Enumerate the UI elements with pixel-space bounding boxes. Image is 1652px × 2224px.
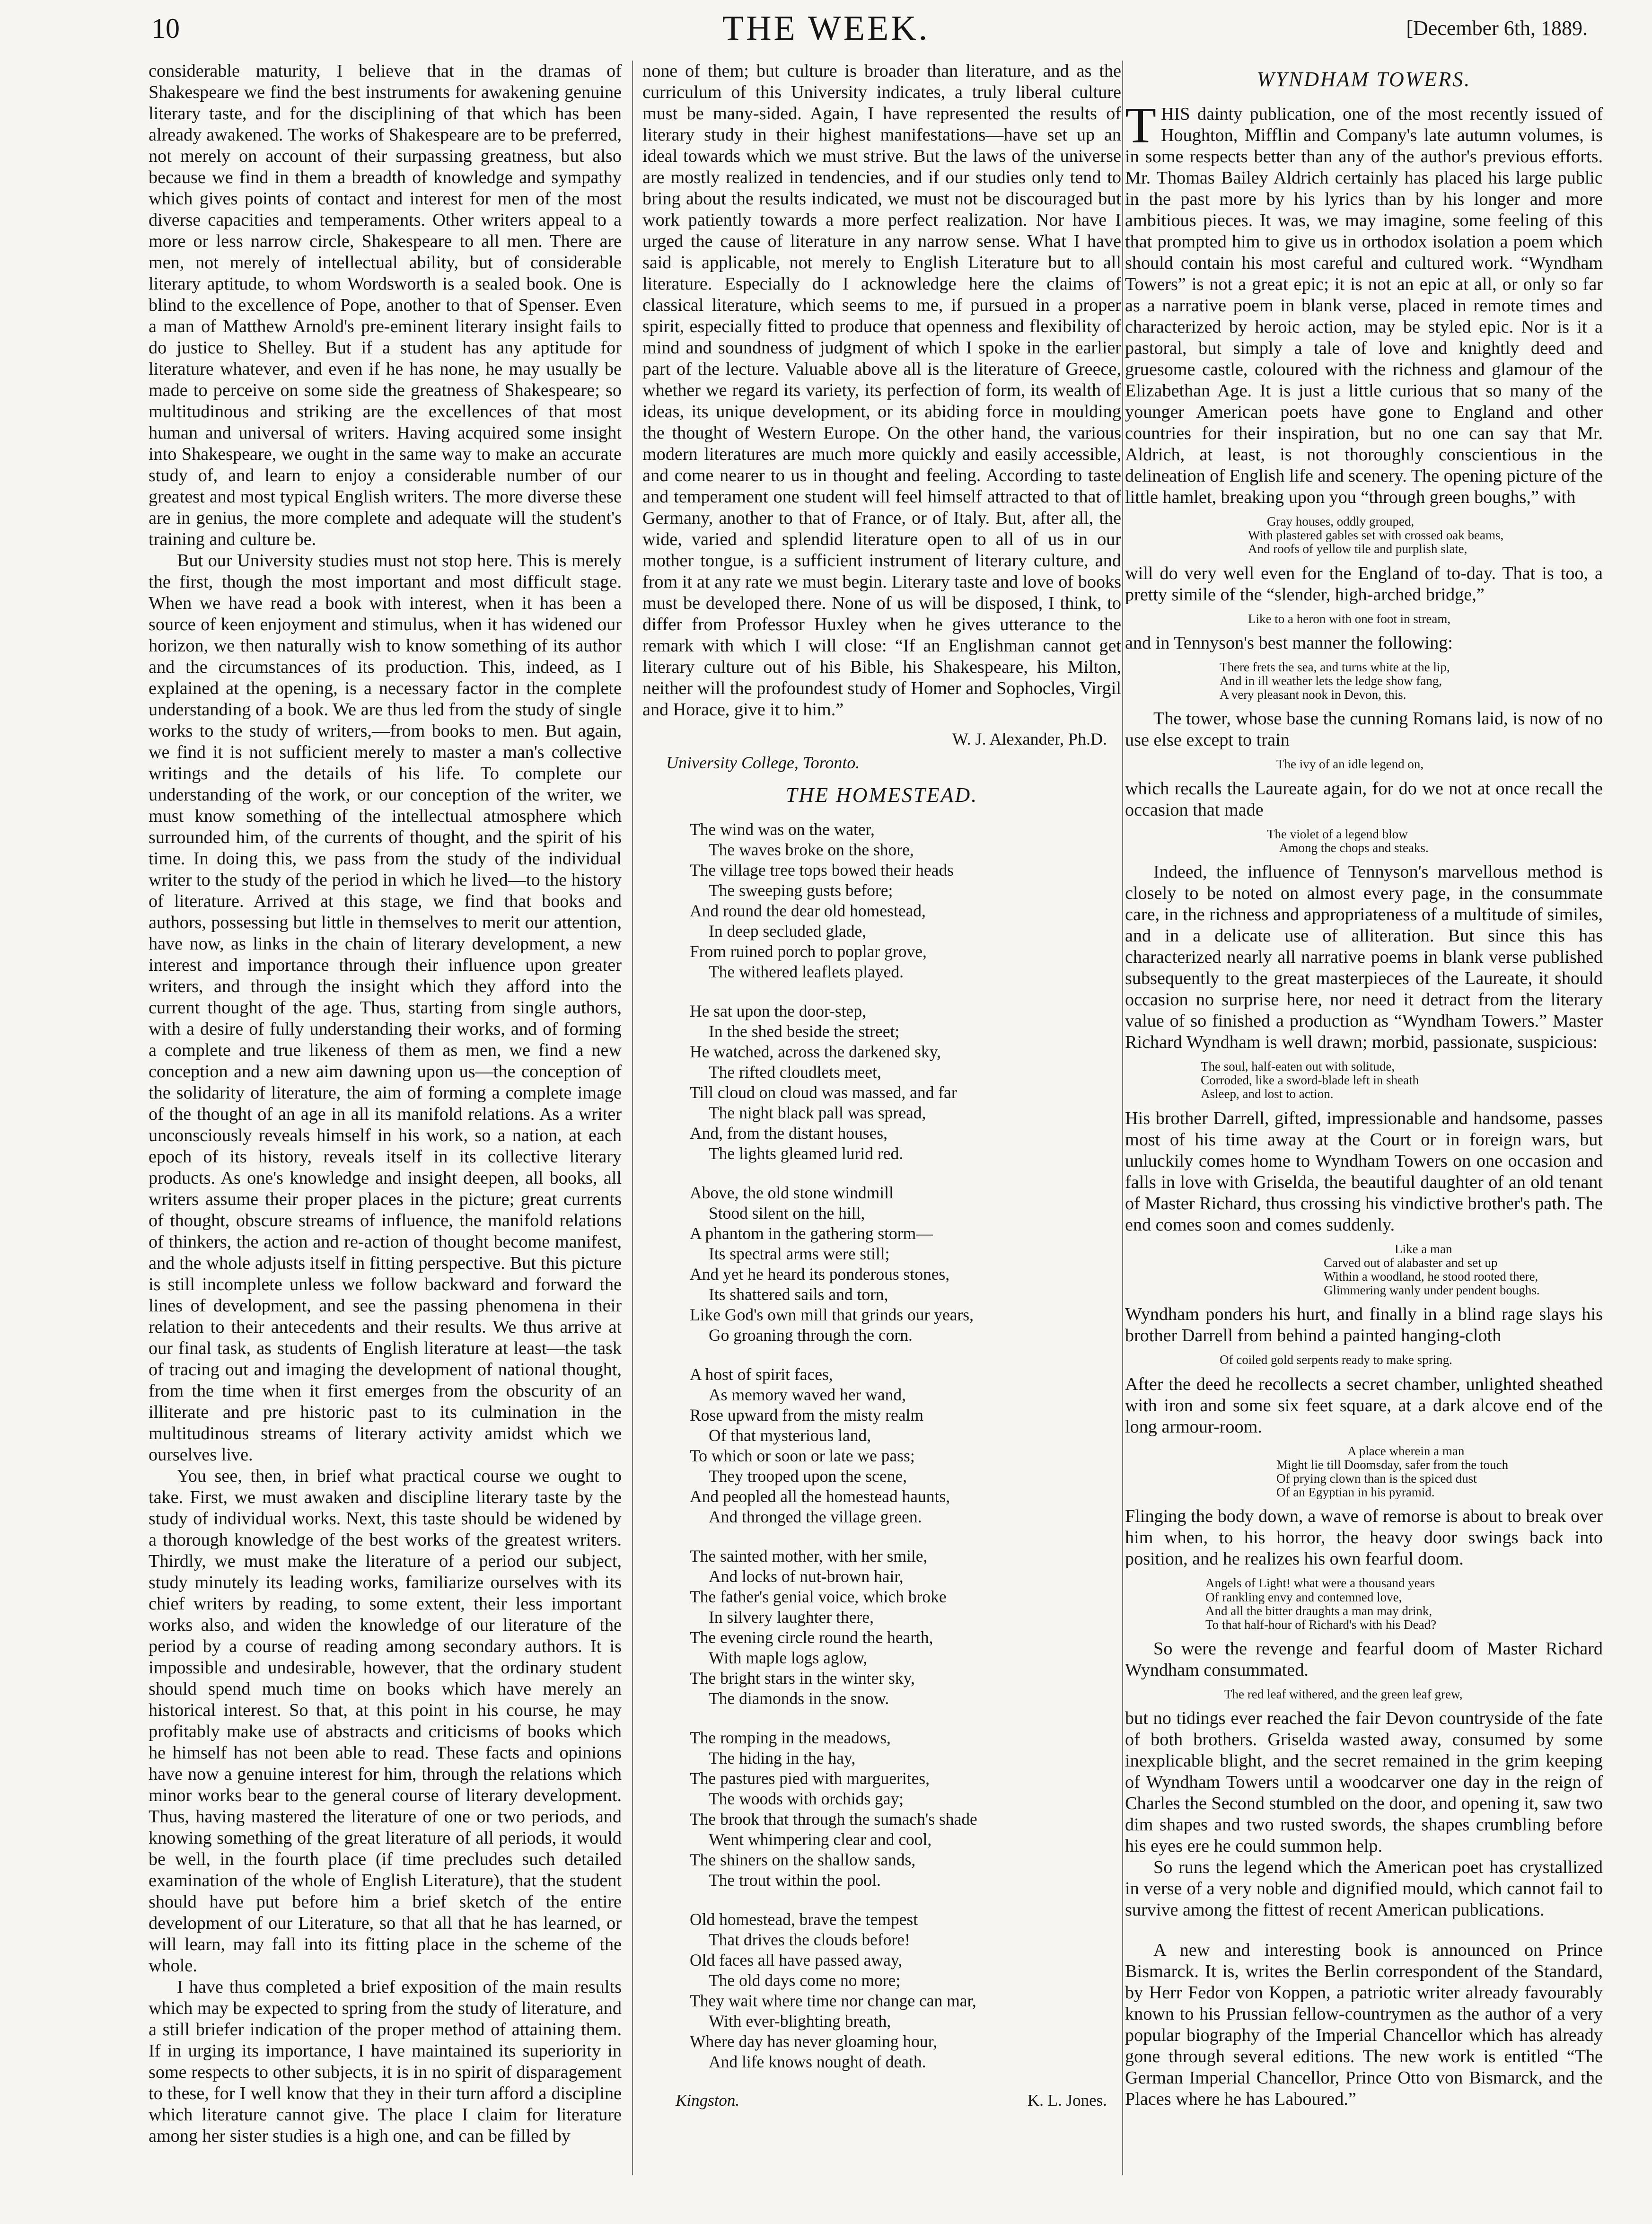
masthead-title: THE WEEK. bbox=[722, 9, 930, 48]
poem-line: With ever-blighting breath, bbox=[709, 2012, 891, 2031]
poem-line: The sweeping gusts before; bbox=[709, 881, 893, 900]
poem-line: He sat upon the door-step, bbox=[690, 1002, 866, 1020]
verse-quote bbox=[1125, 660, 1603, 702]
paragraph: I have thus completed a brief exposition of the main results which may be expected to spring from the study of literature, and a still briefer indication of the proper method of attaining them. If in urging its importance, I have maintained its superiority in some respects to other subjects, it is in no spirit of disparagement to these, for I well know that they in their turn afford a discipline which literature cannot give. The place I claim for literature among her sister studies is a high one, and can be filled by bbox=[149, 1977, 622, 2146]
poem-line: The sainted mother, with her smile, bbox=[690, 1547, 928, 1565]
poem-stanza bbox=[690, 819, 1121, 982]
poem-stanza bbox=[690, 1909, 1121, 2072]
verse-quote bbox=[1125, 1688, 1603, 1701]
poem-line: The village tree tops bowed their heads bbox=[690, 861, 954, 879]
poem-line: The father's genial voice, which broke bbox=[690, 1587, 947, 1606]
poem-line: To which or soon or late we pass; bbox=[690, 1446, 915, 1465]
quote-line: Within a woodland, he stood rooted there, bbox=[1324, 1269, 1538, 1284]
quote-line: Asleep, and lost to action. bbox=[1201, 1087, 1334, 1101]
poem-line: The rifted cloudlets meet, bbox=[709, 1063, 881, 1081]
poem-line: Its shattered sails and torn, bbox=[709, 1285, 888, 1304]
poem-stanza bbox=[690, 1546, 1121, 1709]
poem-line: The withered leaflets played. bbox=[709, 962, 904, 981]
poem-line: And peopled all the homestead haunts, bbox=[690, 1487, 950, 1506]
poem-place: Kingston. bbox=[676, 2091, 740, 2110]
column-3 bbox=[1125, 61, 1603, 2199]
quote-line: Might lie till Doomsday, safer from the touch bbox=[1276, 1457, 1509, 1472]
paragraph: So runs the legend which the American poet has crystallized in verse of a very noble and dignified mould, which cannot fail to survive among the fittest of recent American publications. bbox=[1125, 1857, 1603, 1920]
poem-line: A phantom in the gathering storm— bbox=[690, 1224, 933, 1243]
poem-title: THE HOMESTEAD. bbox=[785, 783, 978, 807]
poem-line: With maple logs aglow, bbox=[709, 1648, 868, 1667]
poem-line: The diamonds in the snow. bbox=[709, 1689, 889, 1708]
verse-quote bbox=[1125, 1576, 1603, 1632]
poem-line: They wait where time nor change can mar, bbox=[690, 1991, 976, 2010]
quote-line: To that half-hour of Richard's with his Dead? bbox=[1205, 1617, 1437, 1632]
quote-line: There frets the sea, and turns white at the lip, bbox=[1220, 659, 1450, 674]
paragraph: Indeed, the influence of Tennyson's marvellous method is closely to be noted on almost every page, in the consummate care, in the richness and appropriateness of a multitude of similes, and in a delicate use of alliteration. But since this has characterized nearly all narrative poems in blank verse published subsequently to the great masterpieces of the Laureate, it should occasion no surprise here, nor need it detract from the literary value of so finished a production as “Wyndham Towers.” Master Richard Wyndham is well drawn; morbid, passionate, suspicious: bbox=[1125, 862, 1603, 1053]
quote-line: A place wherein a man bbox=[1347, 1443, 1465, 1458]
paragraph-text: HIS dainty publication, one of the most recently issued of Houghton, Mifflin and Company's late autumn volumes, is in some respects better than any of the author's previous efforts. Mr. Thomas Bailey Aldrich certainly has placed his large public in the past more by his lyrics than by his longer and more ambitious pieces. It was, we may imagine, some feeling of this that prompted him to give us in orthodox isolation a poem which should contain his most careful and cultured work. “Wyndham Towers” is not a great epic; it is not an epic at all, or only so far as a narrative poem in blank verse, placed in remote times and characterized by heroic action, may be styled epic. Nor is it a pastoral, but simply a tale of love and knightly deed and gruesome castle, coloured with the richness and glamour of the Elizabethan Age. It is just a little curious that so many of the younger American poets have gone to England and other countries for their inspiration, but no one can say that Mr. Aldrich, at least, is not thoroughly conscientious in the delineation of English life and scenery. The opening picture of the little hamlet, breaking upon you “through green boughs,” with bbox=[1125, 104, 1603, 507]
poem-stanza bbox=[690, 1001, 1121, 1164]
poem-line: As memory waved her wand, bbox=[709, 1385, 906, 1404]
poem-line: From ruined porch to poplar grove, bbox=[690, 942, 927, 961]
poem-line: They trooped upon the scene, bbox=[709, 1467, 907, 1486]
column-1 bbox=[149, 61, 622, 2199]
quote-line: Gray houses, oddly grouped, bbox=[1267, 514, 1415, 528]
poem-line: Stood silent on the hill, bbox=[709, 1204, 865, 1222]
poem-line: The romping in the meadows, bbox=[690, 1728, 891, 1747]
paragraph: Wyndham ponders his hurt, and finally in a blind rage slays his brother Darrell from behind a painted hanging-cloth bbox=[1125, 1304, 1603, 1346]
poem-line: In silvery laughter there, bbox=[709, 1608, 874, 1626]
quote-line: And all the bitter draughts a man may drink, bbox=[1205, 1603, 1432, 1618]
poem-line: A host of spirit faces, bbox=[690, 1365, 833, 1384]
poem-line: In the shed beside the street; bbox=[709, 1022, 900, 1041]
paragraph: and in Tennyson's best manner the following: bbox=[1125, 633, 1453, 653]
review-title: WYNDHAM TOWERS. bbox=[1257, 68, 1471, 91]
column-divider bbox=[1122, 61, 1123, 2175]
poem-line: Its spectral arms were still; bbox=[709, 1244, 890, 1263]
poem-line: And, from the distant houses, bbox=[690, 1124, 888, 1143]
quote-line: Glimmering wanly under pendent boughs. bbox=[1324, 1283, 1540, 1298]
poem-line: The evening circle round the hearth, bbox=[690, 1628, 933, 1647]
poem-line: The wind was on the water, bbox=[690, 820, 875, 839]
paragraph: Flinging the body down, a wave of remorse is about to break over him when, to his horror, the heavy door swings back into position, and he realizes his own fearful doom. bbox=[1125, 1506, 1603, 1569]
verse-quote bbox=[1125, 1060, 1603, 1101]
drop-cap: T bbox=[1125, 97, 1156, 154]
paragraph bbox=[1125, 97, 1603, 508]
poem-line: Go groaning through the corn. bbox=[709, 1326, 913, 1345]
poem-line: The shiners on the shallow sands, bbox=[690, 1850, 916, 1869]
poem-line: And life knows nought of death. bbox=[709, 2052, 926, 2071]
poem-line: The night black pall was spread, bbox=[709, 1103, 926, 1122]
quote-line: The red leaf withered, and the green leaf grew, bbox=[1224, 1687, 1463, 1702]
poem-line: The old days come no more; bbox=[709, 1971, 901, 1990]
poem-stanza bbox=[690, 1364, 1121, 1527]
poem-line: The pastures pied with marguerites, bbox=[690, 1769, 930, 1788]
verse-quote bbox=[1125, 515, 1603, 556]
issue-date: [December 6th, 1889. bbox=[1406, 17, 1588, 40]
poem-stanza bbox=[690, 1183, 1121, 1345]
quote-line: Corroded, like a sword-blade left in sheath bbox=[1201, 1073, 1419, 1088]
poem-line: Went whimpering clear and cool, bbox=[709, 1830, 932, 1849]
paragraph: His brother Darrell, gifted, impressionable and handsome, passes most of his time away at the Court or in foreign wars, but unluckily comes home to Wyndham Towers on one occasion and falls in love with Griselda, the beautiful daughter of an old tenant of Master Richard, thus crossing his vindictive brother's path. The end comes soon and comes suddenly. bbox=[1125, 1108, 1603, 1235]
poem-line: The waves broke on the shore, bbox=[709, 840, 914, 859]
poem-line: The bright stars in the winter sky, bbox=[690, 1669, 915, 1688]
poem-line: And round the dear old homestead, bbox=[690, 901, 926, 920]
poem-line: That drives the clouds before! bbox=[709, 1930, 910, 1949]
page-number: 10 bbox=[151, 13, 180, 44]
quote-line: A very pleasant nook in Devon, this. bbox=[1220, 687, 1406, 702]
poem-line: And thronged the village green. bbox=[709, 1507, 922, 1526]
poem-line: And locks of nut-brown hair, bbox=[709, 1567, 904, 1586]
paragraph: But our University studies must not stop here. This is merely the first, though the most important and most difficult stage. When we have read a book with interest, when it has been a source of keen enjoyment and stimulus, when it has widened our horizon, we then naturally wish to know something of its author and the circumstances of its production. This, indeed, as I explained at the opening, is a necessary factor in the complete understanding of a book. We are thus led from the study of single works to the study of writers,—from books to men. But again, we find it is not sufficient merely to master a man's collective writings and the details of his life. To complete our understanding of the work, or our conception of the writer, we must know something of the intellectual atmosphere which surrounded him, of the currents of thought, and the spirit of his time. In doing this, we pass from the study of the individual writer to the study of the period in which he lived—to the history of literature. Arrived at this stage, we find that books and authors, possessing but little in themselves to merit our attention, have now, as links in the chain of literary development, a new interest and importance through their influence upon greater writers, and through the insight which they afford into the current thought of the age. Thus, starting from single authors, with a desire of fully understanding their works, and of forming a complete and true likeness of them as men, we find a new conception and a new aim dawning upon us—the conception of the solidarity of literature, the aim of forming a complete image of the thought of an age in all its manifold relations. As a writer unconsciously reveals himself in his work, so a nation, at each epoch of its history, reveals itself in its collective literary products. As one's knowledge and insight deepen, all books, all writers assume their proper places in the picture; great currents of thought, obscure streams of influence, the manifold relations of thinkers, the action and re-action of thought become manifest, and the whole adjusts itself in fitting perspective. But this picture is still incomplete unless we follow backward and forward the lines of development, and see the passing phenomena in their relation to their antecedents and their results. We thus arrive at our final task, as students of English literature at least—the task of tracing out and imaging the development of national thought, from the time when it first emerges from the obscurity of an illiterate and pre historic past to its culmination in the multitudinous streams of literary activity amidst which we ourselves live. bbox=[149, 551, 622, 1465]
verse-quote bbox=[1125, 1444, 1603, 1500]
quote-line: And in ill weather lets the ledge show fang, bbox=[1220, 674, 1442, 688]
verse-quote bbox=[1125, 1353, 1603, 1367]
poem-line: Where day has never gloaming hour, bbox=[690, 2032, 938, 2051]
poem-stanza bbox=[690, 1728, 1121, 1890]
quote-line: Of prying clown than is the spiced dust bbox=[1276, 1471, 1477, 1486]
poem-line: Old homestead, brave the tempest bbox=[690, 1910, 918, 1929]
verse-quote bbox=[1125, 1242, 1603, 1298]
verse-quote bbox=[1125, 827, 1603, 855]
paragraph: none of them; but culture is broader than literature, and as the curriculum of this University indicates, a truly liberal culture must be many-sided. Again, I have represented the results of literary study in their highest manifestations—have set up an ideal towards which we must strive. But the laws of the universe are mostly realized in tendencies, and if our studies only tend to bring about the results indicated, we must not be discouraged but work patiently towards a more perfect realization. Nor have I urged the cause of literature in any narrow sense. What I have said is applicable, not merely to English Literature but to all literature. Especially do I acknowledge here the claims of classical literature, which seems to me, if pursued in a proper spirit, especially fitted to produce that openness and flexibility of mind and soundness of judgment of which I spoke in the earlier part of the lecture. Valuable above all is the literature of Greece, whether we regard its variety, its perfection of form, its wealth of ideas, its unique development, or its abiding force in moulding the thought of Western Europe. On the other hand, the various modern literatures are much more quickly and easily accessible, and come nearer to us in thought and feeling. According to taste and temperament one student will feel himself attracted to that of Germany, another to that of France, or of Italy. But, after all, the wide, varied and splendid literature open to all of us in our mother tongue, is a sufficient instrument of literary culture, and from it at any rate we must begin. Literary taste and love of books must be developed there. None of us will be disposed, I think, to differ from Professor Huxley when he gives utterance to the remark with which I will close: “If an Englishman cannot get literary culture out of his Bible, his Shakespeare, his Milton, neither will the profoundest study of Homer and Sophocles, Virgil and Horace, give it to him.” bbox=[642, 61, 1121, 720]
quote-line: And roofs of yellow tile and purplish slate, bbox=[1248, 542, 1467, 556]
poem-line: He watched, across the darkened sky, bbox=[690, 1042, 941, 1061]
verse-quote bbox=[1125, 612, 1603, 626]
author-affiliation: University College, Toronto. bbox=[666, 753, 860, 772]
quote-line: Carved out of alabaster and set up bbox=[1324, 1255, 1498, 1270]
paragraph: So were the revenge and fearful doom of Master Richard Wyndham consummated. bbox=[1125, 1639, 1603, 1680]
quote-line: The soul, half-eaten out with solitude, bbox=[1201, 1059, 1395, 1074]
poem-line: The hiding in the hay, bbox=[709, 1749, 856, 1767]
poem-line: The trout within the pool. bbox=[709, 1871, 881, 1890]
quote-line: The ivy of an idle legend on, bbox=[1276, 757, 1424, 772]
poem-line: The woods with orchids gay; bbox=[709, 1789, 904, 1808]
quote-line: Like to a heron with one foot in stream, bbox=[1248, 611, 1451, 626]
paragraph: considerable maturity, I believe that in the dramas of Shakespeare we find the best instruments for awakening genuine literary taste, and for the disciplining of that which has been already awakened. The works of Shakespeare are to be preferred, not merely on account of their surpassing greatness, but also because we find in them a breadth of knowledge and sympathy which gives points of contact and interest for men of the most diverse capacities and temperaments. Other writers appeal to a more or less narrow circle, Shakespeare to all men. There are men, not merely of intellectual ability, but of considerable literary aptitude, to whom Wordsworth is a sealed book. One is blind to the excellence of Pope, another to that of Spenser. Even a man of Matthew Arnold's pre-eminent literary insight fails to do justice to Shelley. But if a student has any aptitude for literature whatever, and even if he has none, he may usually be made to perceive on some side the greatness of Shakespeare; so multitudinous and striking are the excellences of that most human and universal of writers. Having acquired some insight into Shakespeare, we ought in the same way to make an accurate study of, and learn to enjoy a considerable number of our greatest and most typical English writers. The more diverse these are in genius, the more complete and adequate will the student's training and culture be. bbox=[149, 61, 622, 549]
poem-line: Like God's own mill that grinds our years, bbox=[690, 1305, 974, 1324]
poem-line: And yet he heard its ponderous stones, bbox=[690, 1265, 950, 1283]
paragraph: but no tidings ever reached the fair Devon countryside of the fate of both brothers. Griselda wasted away, consumed by some inexplicable blight, and the secret remained in the grim keeping of Wyndham Towers until a woodcarver one day in the reign of Charles the Second stumbled on the door, and opening it, saw two dim shapes and two rusted swords, the shapes crumbling before his eyes ere he could summon help. bbox=[1125, 1708, 1603, 1856]
paragraph: A new and interesting book is announced on Prince Bismarck. It is, writes the Berlin correspondent of the Standard, by Herr Fedor von Koppen, a patriotic writer already favourably known to his Prussian fellow-countrymen as the author of a very popular biography of the Imperial Chancellor which has already gone through several editions. The new work is entitled “The German Imperial Chancellor, Prince Otto von Bismarck, and the Places where he has Laboured.” bbox=[1125, 1940, 1603, 2110]
paragraph: The tower, whose base the cunning Romans laid, is now of no use else except to train bbox=[1125, 709, 1603, 750]
column-divider bbox=[632, 61, 633, 2175]
paragraph: will do very well even for the England of to-day. That is too, a pretty simile of the “slender, high-arched bridge,” bbox=[1125, 563, 1603, 605]
poem-line: The brook that through the sumach's shade bbox=[690, 1810, 977, 1828]
column-2 bbox=[642, 61, 1121, 2199]
quote-line: With plastered gables set with crossed oak beams, bbox=[1248, 528, 1504, 543]
poem bbox=[690, 819, 1121, 2072]
quote-line: Angels of Light! what were a thousand years bbox=[1205, 1576, 1435, 1591]
poem-line: Rose upward from the misty realm bbox=[690, 1406, 923, 1424]
verse-quote bbox=[1125, 757, 1603, 771]
poem-line: In deep secluded glade, bbox=[709, 922, 867, 941]
poem-author: K. L. Jones. bbox=[1027, 2091, 1107, 2110]
poem-line: Old faces all have passed away, bbox=[690, 1951, 903, 1969]
quote-line: Of rankling envy and contemned love, bbox=[1205, 1590, 1402, 1604]
paragraph: You see, then, in brief what practical course we ought to take. First, we must awaken and discipline literary taste by the study of individual works. Next, this taste should be widened by a thorough knowledge of the best works of the greatest writers. Thirdly, we must make the literature of a period our subject, study minutely its leading works, familiarize ourselves with its chief writers by reading, to some extent, their less important works also, and widen the knowledge of our literature of the period by a course of reading among secondary authors. It is impossible and undesirable, however, that the ordinary student should spend much time on books which have merely an historical interest. So that, at this point in his course, he may profitably make use of abstracts and criticisms of books which he himself has not been able to read. These facts and opinions have now a genuine interest for him, through the relations which minor works bear to the general course of literary development. Thus, having mastered the literature of one or two periods, and knowing something of the great literature of all periods, it would be well, in the fourth place (if time precludes such detailed examination of the whole of English Literature), that the student should have put before him a brief sketch of the entire development of our Literature, so that all that he has learned, or will learn, may fall into its fitting place in the scheme of the whole. bbox=[149, 1466, 622, 1976]
quote-line: Of coiled gold serpents ready to make spring. bbox=[1220, 1353, 1452, 1367]
quote-line: Like a man bbox=[1395, 1241, 1452, 1256]
quote-line: Of an Egyptian in his pyramid. bbox=[1276, 1485, 1435, 1500]
quote-line: The violet of a legend blow bbox=[1267, 826, 1408, 841]
quote-line: Among the chops and steaks. bbox=[1279, 840, 1429, 855]
poem-line: Of that mysterious land, bbox=[709, 1426, 871, 1445]
poem-footer bbox=[676, 2091, 1107, 2110]
poem-line: Above, the old stone windmill bbox=[690, 1183, 894, 1202]
author-signature: W. J. Alexander, Ph.D. bbox=[952, 730, 1107, 748]
paragraph: which recalls the Laureate again, for do we not at once recall the occasion that made bbox=[1125, 778, 1603, 820]
poem-line: The lights gleamed lurid red. bbox=[709, 1144, 904, 1163]
poem-line: Till cloud on cloud was massed, and far bbox=[690, 1083, 957, 1102]
paragraph: After the deed he recollects a secret chamber, unlighted sheathed with iron and some six feet square, at a dark alcove end of the long armour-room. bbox=[1125, 1374, 1603, 1437]
